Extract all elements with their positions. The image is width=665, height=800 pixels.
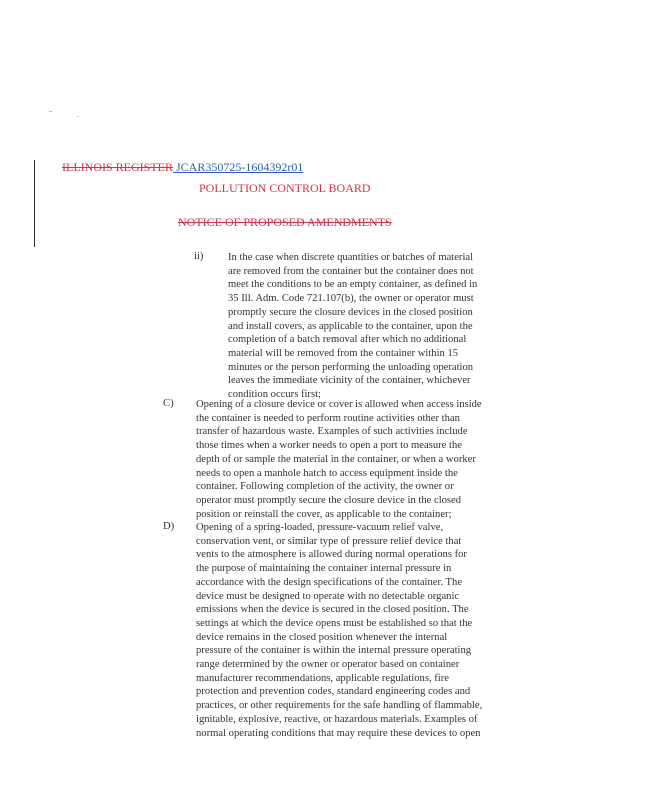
text-line: device remains in the closed position whenever the internal [196, 631, 448, 643]
paragraph-d [196, 521, 482, 740]
register-title-struck: ILLINOIS REGISTER [62, 160, 173, 174]
scan-speck [77, 116, 79, 117]
text-line: In the case when discrete quantities or batches of material [228, 252, 474, 263]
register-title-inserted: JCAR350725-1604392r01 [176, 160, 304, 174]
revision-change-bar [34, 160, 35, 247]
text-line: vents to the atmosphere is allowed during normal operations for [196, 549, 467, 561]
board-name: POLLUTION CONTROL BOARD [199, 181, 371, 195]
paragraph-ii [228, 251, 477, 402]
text-line: condition occurs first; [228, 389, 321, 401]
text-line: pressure of the container is within the internal pressure operating [196, 645, 472, 657]
text-line: Opening of a spring-loaded, pressure-vacuum relief valve, [196, 522, 444, 533]
text-line: needs to open a manhole hatch to access equipment inside the [196, 467, 458, 479]
text-line: 35 Ill. Adm. Code 721.107(b), the owner or operator must [228, 293, 474, 305]
text-line: range determined by the owner or operator based on container [196, 659, 460, 671]
text-line: container. Following completion of the activity, the owner or [196, 481, 454, 493]
text-line: device must be designed to operate with no detectable organic [196, 590, 460, 602]
text-line: the purpose of maintaining the container internal pressure in [196, 563, 452, 575]
text-line: protection and prevention codes, standard engineering codes and [196, 686, 471, 698]
text-line: ignitable, explosive, reactive, or hazardous materials. Examples of [196, 713, 478, 725]
item-label-d: D) [163, 521, 175, 532]
text-line: those times when a worker needs to open a port to measure the [196, 440, 462, 452]
text-line: transfer of hazardous waste. Examples of such activities include [196, 426, 468, 438]
text-line: position or reinstall the cover, as applicable to the container; [196, 508, 452, 520]
text-line: minutes or the person performing the unloading operation [228, 361, 474, 373]
text-line: settings at which the device opens must be established so that the [196, 617, 473, 629]
text-line: the container is needed to perform routine activities other than [196, 412, 460, 424]
text-line: and install covers, as applicable to the container, upon the [228, 320, 473, 332]
text-line: conservation vent, or similar type of pressure relief device that [196, 535, 462, 547]
text-line: practices, or other requirements for the safe handling of flammable, [196, 700, 483, 712]
text-line: accordance with the design specifications of the container. The [196, 576, 463, 588]
paragraph-c [196, 398, 482, 521]
text-line: depth of or sample the material in the container, or when a worker [196, 453, 476, 465]
scan-speck [49, 111, 52, 112]
text-line: normal operating conditions that may require these devices to open [196, 727, 481, 739]
item-label-ii: ii) [194, 251, 204, 262]
text-line: meet the conditions to be an empty container, as defined in [228, 279, 478, 291]
text-line: promptly secure the closure devices in the closed position [228, 306, 473, 318]
text-line: Opening of a closure device or cover is allowed when access inside [196, 399, 482, 410]
text-line: manufacturer recommendations, applicable regulations, fire [196, 672, 449, 684]
text-line: emissions when the device is secured in the closed position. The [196, 604, 469, 616]
text-line: completion of a batch removal after which no additional [228, 334, 467, 346]
text-line: operator must promptly secure the closure device in the closed [196, 494, 462, 506]
notice-title-struck: NOTICE OF PROPOSED AMENDMENTS [178, 215, 392, 229]
text-line: leaves the immediate vicinity of the container, whichever [228, 375, 471, 387]
text-line: material will be removed from the container within 15 [228, 347, 459, 359]
register-header [62, 160, 303, 175]
text-line: are removed from the container but the container does not [228, 265, 474, 277]
item-label-c: C) [163, 398, 174, 409]
